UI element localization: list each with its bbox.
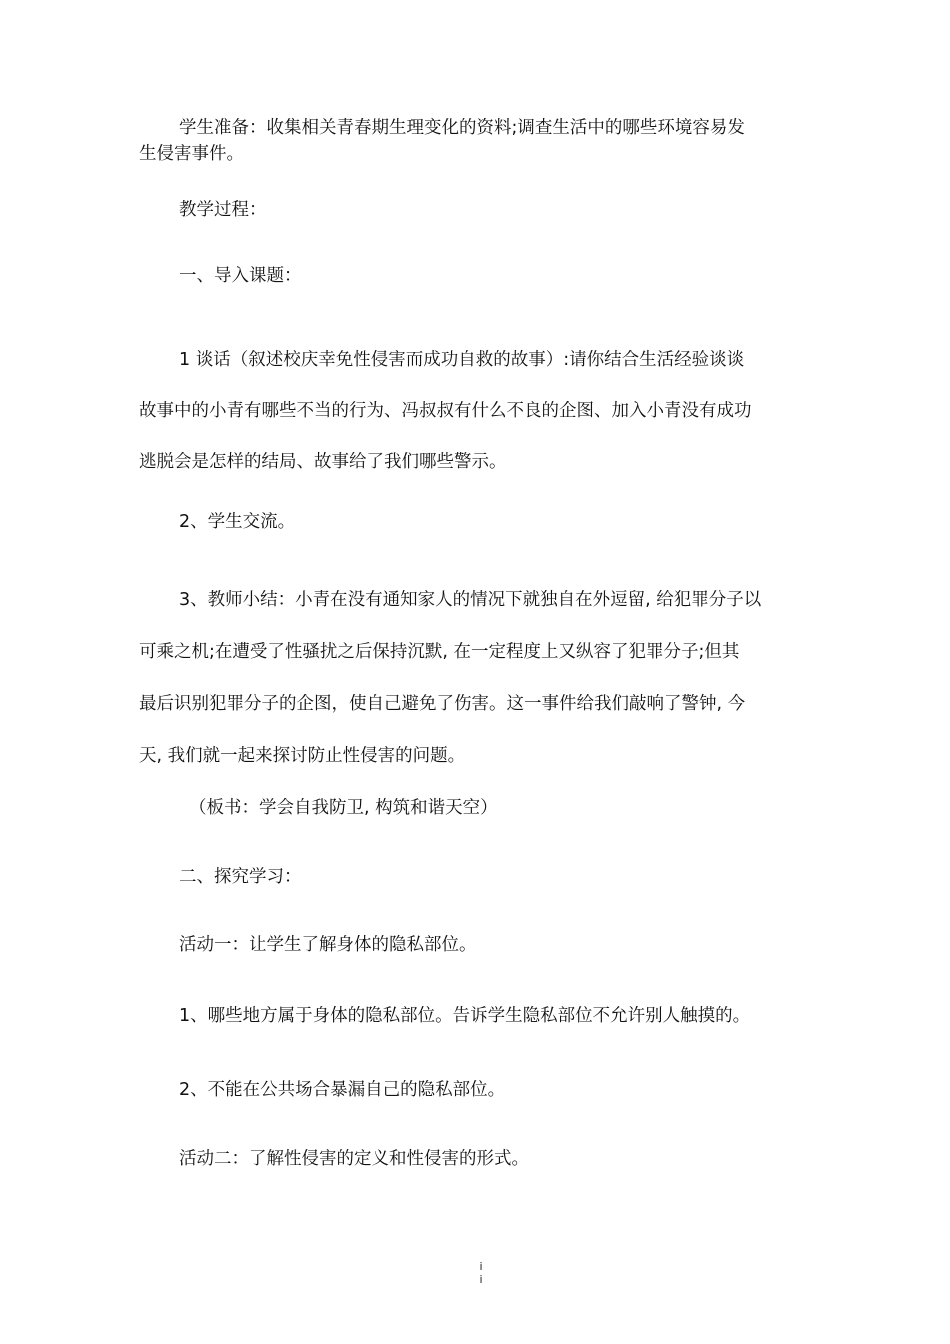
paragraph-board-note: （板书：学会自我防卫, 构筑和谐天空）: [189, 798, 498, 818]
paragraph-activity-one-item-one: 1、哪些地方属于身体的隐私部位。告诉学生隐私部位不允许别人触摸的。: [179, 1006, 751, 1026]
paragraph-student-preparation: 学生准备：收集相关青春期生理变化的资料;调查生活中的哪些环境容易发 生侵害事件。: [139, 118, 745, 164]
paragraph-talk: 1 谈话（叙述校庆幸免性侵害而成功自救的故事）:请你结合生活经验谈谈 故事中的小青有哪些不当的行为、冯叔叔有什么不良的企图、加入小青没有成功 逃脱会是怎样的结局、故事给了我们哪些警示。: [139, 350, 752, 472]
section-heading-introduction: 一、导入课题：: [179, 266, 302, 286]
paragraph-activity-one-item-two: 2、不能在公共场合暴漏自己的隐私部位。: [179, 1080, 506, 1100]
page-number-marker: i i: [479, 1260, 483, 1286]
paragraph-activity-one: 活动一：让学生了解身体的隐私部位。: [179, 935, 477, 955]
paragraph-teaching-process: 教学过程：: [179, 200, 267, 220]
paragraph-activity-two: 活动二：了解性侵害的定义和性侵害的形式。: [179, 1149, 529, 1169]
section-heading-inquiry: 二、探究学习：: [179, 867, 302, 887]
paragraph-teacher-summary: 3、教师小结：小青在没有通知家人的情况下就独自在外逗留, 给犯罪分子以 可乘之机;在遭受了性骚扰之后保持沉默, 在一定程度上又纵容了犯罪分子;但其 最后识别犯罪分子的企图，使自己避免了伤害。这一事件给我们敲响了警钟, 今 天, 我们就一起来探讨防止性侵害的问题。: [139, 590, 762, 766]
paragraph-student-exchange: 2、学生交流。: [179, 512, 296, 532]
